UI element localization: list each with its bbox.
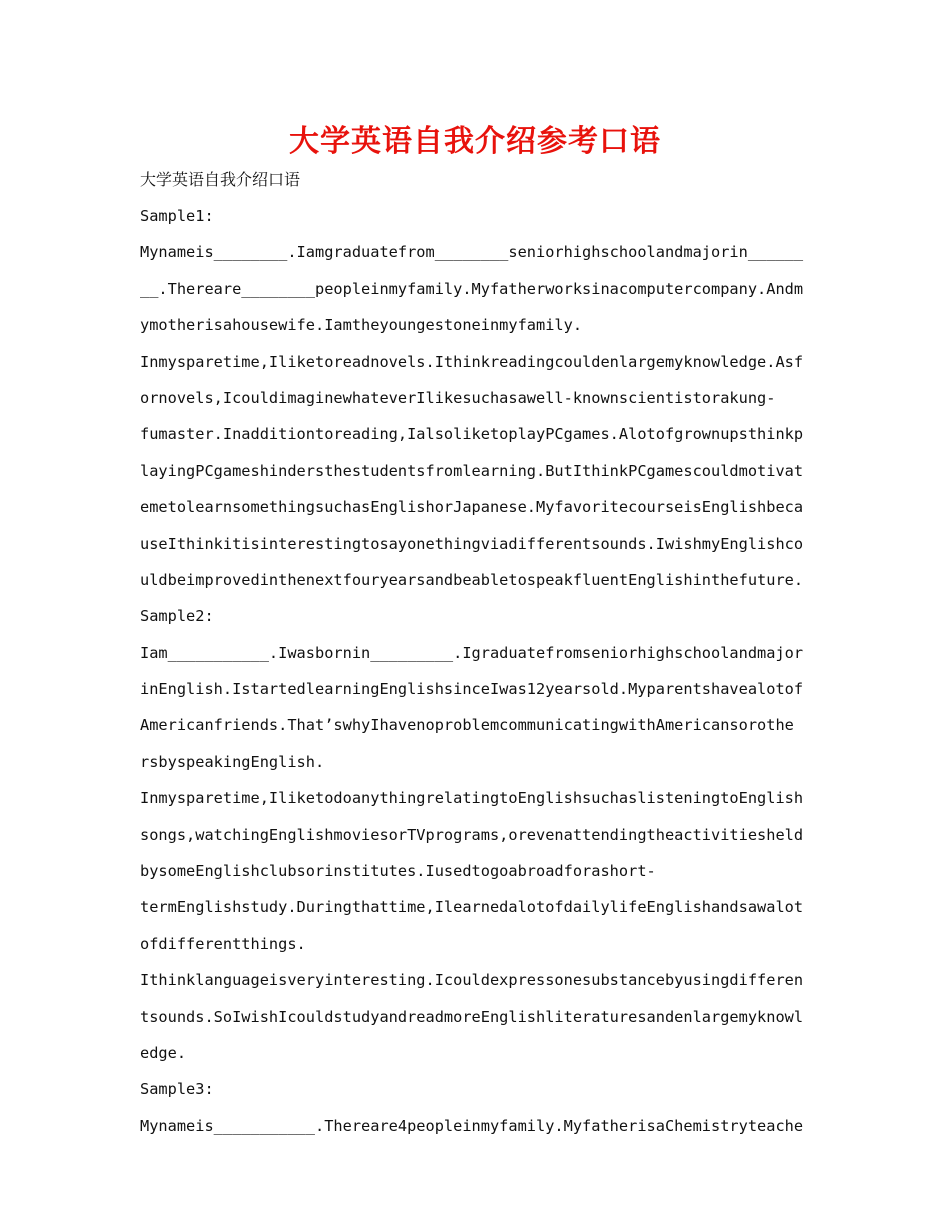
text-line: Inmysparetime,IliketodoanythingrelatingtoEnglishsuchaslisteningtoEnglish — [140, 789, 804, 808]
text-line: Inmysparetime,Iliketoreadnovels.Ithinkreadingcouldenlargemyknowledge.Asf — [140, 352, 804, 371]
text-line: useIthinkitisinterestingtosayonethingviadifferentsounds.IwishmyEnglishco — [140, 534, 804, 553]
text-line: Sample2: — [140, 607, 214, 626]
text-line: Iam___________.Iwasbornin_________.Igraduatefromseniorhighschoolandmajor — [140, 643, 804, 662]
text-line: fumaster.Inadditiontoreading,IalsoliketoplayPCgames.Alotofgrownupsthinkp — [140, 425, 804, 444]
text-line: Mynameis___________.Thereare4peopleinmyfamily.MyfatherisaChemistryteache — [140, 1116, 804, 1135]
document-title: 大学英语自我介绍参考口语 — [289, 124, 661, 159]
text-line: ymotherisahousewife.Iamtheyoungestoneinmyfamily. — [140, 316, 583, 335]
text-line: rsbyspeakingEnglish. — [140, 752, 325, 771]
text-line: termEnglishstudy.Duringthattime,IlearnedalotofdailylifeEnglishandsawalot — [140, 898, 804, 917]
text-line: Ithinklanguageisveryinteresting.Icouldexpressonesubstancebyusingdifferen — [140, 971, 804, 990]
text-line: Americanfriends.That’swhyIhavenoproblemcommunicatingwithAmericansorothe — [140, 716, 794, 735]
text-line: uldbeimprovedinthenextfouryearsandbeabletospeakfluentEnglishinthefuture. — [140, 570, 804, 589]
text-line: ofdifferentthings. — [140, 934, 306, 953]
text-line: edge. — [140, 1043, 187, 1062]
text-line: __.Thereare________peopleinmyfamily.Myfatherworksinacomputercompany.Andm — [140, 279, 804, 298]
text-line: layingPCgameshindersthestudentsfromlearning.ButIthinkPCgamescouldmotivat — [140, 461, 804, 480]
text-line: Sample3: — [140, 1080, 214, 1099]
text-line: Mynameis________.Iamgraduatefrom________seniorhighschoolandmajorin______ — [140, 243, 804, 262]
document-body — [140, 198, 812, 1144]
text-line: songs,watchingEnglishmoviesorTVprograms,orevenattendingtheactivitiesheld — [140, 825, 804, 844]
text-line: tsounds.SoIwishIcouldstudyandreadmoreEnglishliteraturesandenlargemyknowl — [140, 1007, 804, 1026]
text-line: inEnglish.IstartedlearningEnglishsinceIwas12yearsold.Myparentshavealotof — [140, 680, 804, 699]
text-line: ornovels,IcouldimaginewhateverIlikesuchasawell-knownscientistorakung- — [140, 388, 776, 407]
text-line: Sample1: — [140, 207, 214, 225]
text-line: bysomeEnglishclubsorinstitutes.Iusedtogoabroadforashort- — [140, 862, 656, 881]
text-line: emetolearnsomethingsuchasEnglishorJapanese.MyfavoritecourseisEnglishbeca — [140, 498, 804, 517]
document-subtitle: 大学英语自我介绍口语 — [140, 170, 301, 189]
